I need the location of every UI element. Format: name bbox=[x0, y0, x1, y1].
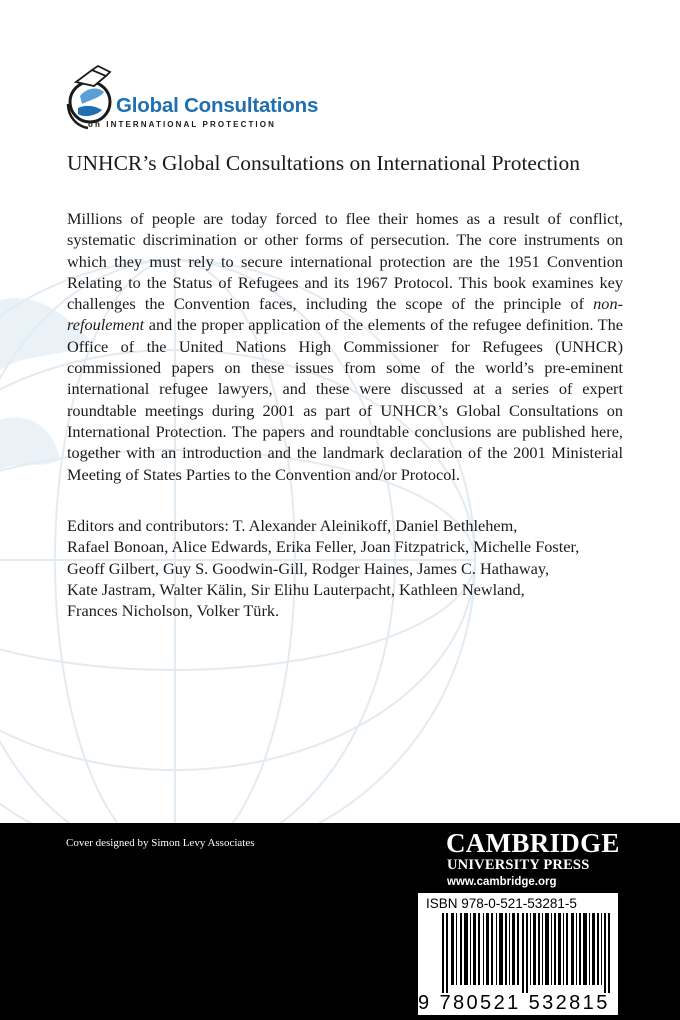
barcode-number: 9 780521 532815 bbox=[418, 992, 610, 1014]
barcode bbox=[442, 913, 610, 993]
description-italic-term: non-refoulement bbox=[67, 294, 623, 335]
book-description bbox=[67, 208, 623, 485]
cover-credit: Cover designed by Simon Levy Associates bbox=[66, 837, 255, 849]
description-part-2: and the proper application of the elements of the refugee definition. The Office of the United Nations High Commissioner for Refugees (UNHCR) commissioned papers on these issues from some of the world’s pre-eminent international refugee lawyers, and these were discussed at a series of expert roundtable meetings during 2001 as part of UNHCR’s Global Consultations on International Protection. The papers and roundtable conclusions are published here, together with an introduction and the landmark declaration of the 2001 Ministerial Meeting of States Parties to the Convention and/or Protocol. bbox=[67, 315, 623, 484]
contributors-line: Rafael Bonoan, Alice Edwards, Erika Feller, Joan Fitzpatrick, Michelle Foster, bbox=[67, 537, 580, 557]
contributors-line: Kate Jastram, Walter Kälin, Sir Elihu Lauterpacht, Kathleen Newland, bbox=[67, 579, 525, 599]
publisher-website: www.cambridge.org bbox=[447, 876, 557, 888]
isbn-label: ISBN 978-0-521-53281-5 bbox=[426, 896, 577, 911]
series-title: UNHCR’s Global Consultations on International Protection bbox=[67, 151, 580, 175]
contributors-list bbox=[67, 515, 623, 621]
publisher-name: CAMBRIDGE bbox=[446, 828, 620, 858]
publisher-subtitle: UNIVERSITY PRESS bbox=[447, 857, 590, 873]
barcode-panel bbox=[418, 893, 618, 1015]
contributors-line: Editors and contributors: T. Alexander Aleinikoff, Daniel Bethlehem, bbox=[67, 516, 518, 535]
description-part-1: Millions of people are today forced to flee their homes as a result of conflict, systematic discrimination or other forms of persecution. The core instruments on which they must rely to secure international protection are the 1951 Convention Relating to the Status of Refugees and its 1967 Protocol. This book examines key challenges the Convention faces, including the scope of the principle of bbox=[67, 209, 623, 314]
consultations-logo bbox=[64, 64, 334, 138]
contributors-line: Geoff Gilbert, Guy S. Goodwin-Gill, Rodger Haines, James C. Hathaway, bbox=[67, 558, 550, 578]
logo-title: Global Consultations bbox=[116, 94, 319, 117]
logo-subtitle: on INTERNATIONAL PROTECTION bbox=[88, 120, 276, 129]
footer-band bbox=[0, 823, 680, 1020]
contributors-line: Frances Nicholson, Volker Türk. bbox=[67, 601, 280, 621]
